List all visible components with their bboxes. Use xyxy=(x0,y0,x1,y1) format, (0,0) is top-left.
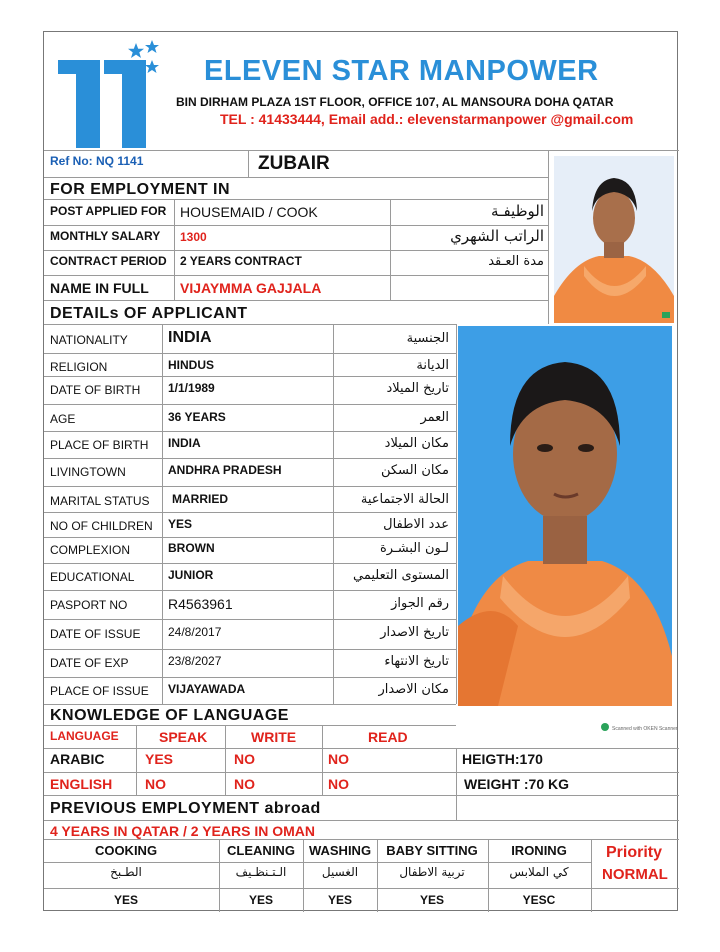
application-sheet xyxy=(43,31,678,911)
detail-arabic: المستوى التعليمي xyxy=(353,568,449,583)
detail-label: NO OF CHILDREN xyxy=(50,519,153,533)
detail-value: 1/1/1989 xyxy=(168,381,215,395)
detail-value: INDIA xyxy=(168,329,212,346)
star-icon xyxy=(145,60,159,73)
detail-arabic: عدد الاطفال xyxy=(383,517,449,532)
skill-name: COOKING xyxy=(94,843,158,858)
skill-name: IRONING xyxy=(511,843,567,858)
post-value: HOUSEMAID / COOK xyxy=(180,204,318,220)
post-arabic: الوظيفـة xyxy=(491,202,544,220)
arabic-write: NO xyxy=(234,751,255,767)
arabic-lang: ARABIC xyxy=(50,751,105,767)
language-heading: KNOWLEDGE OF LANGUAGE xyxy=(50,707,289,724)
detail-label: NATIONALITY xyxy=(50,333,128,347)
full-name-value: VIJAYMMA GAJJALA xyxy=(180,280,322,296)
detail-label: DATE OF ISSUE xyxy=(50,627,141,641)
ref-number: Ref No: NQ 1141 xyxy=(50,154,144,168)
skill-value: YES xyxy=(248,893,273,907)
detail-value: R4563961 xyxy=(168,596,233,612)
detail-label: PASPORT NO xyxy=(50,598,128,612)
detail-arabic: تاريخ الانتهاء xyxy=(384,654,449,669)
eleven-logo-icon xyxy=(50,38,162,148)
post-label: POST APPLIED FOR xyxy=(50,204,167,218)
speak-col-header: SPEAK xyxy=(159,729,208,745)
star-icon xyxy=(145,40,159,53)
details-heading: DETAILs OF APPLICANT xyxy=(50,305,248,322)
detail-arabic: رقم الجواز xyxy=(391,596,449,611)
detail-label: DATE OF EXP xyxy=(50,656,129,670)
company-name: ELEVEN STAR MANPOWER xyxy=(204,55,599,87)
scanner-watermark: Scanned with OKEN Scanner xyxy=(612,726,678,732)
detail-arabic: الجنسية xyxy=(406,331,449,346)
skill-arabic: الـتـنظـيف xyxy=(235,865,287,879)
star-icon xyxy=(128,43,144,58)
english-write: NO xyxy=(234,776,255,792)
skill-name: BABY SITTING xyxy=(386,843,478,858)
read-col-header: READ xyxy=(368,729,408,745)
detail-label: PLACE OF ISSUE xyxy=(50,684,149,698)
contract-value: 2 YEARS CONTRACT xyxy=(180,254,302,268)
skill-arabic: الطـبخ xyxy=(110,865,142,879)
salary-value: 1300 xyxy=(180,230,207,244)
salary-arabic: الراتب الشهري xyxy=(450,227,544,245)
skill-name: WASHING xyxy=(308,843,372,858)
detail-arabic: العمر xyxy=(420,410,449,425)
language-col-header: LANGUAGE xyxy=(50,729,119,743)
detail-value: JUNIOR xyxy=(168,568,214,582)
detail-label: MARITAL STATUS xyxy=(50,494,150,508)
detail-value: INDIA xyxy=(168,436,201,450)
detail-arabic: مكان السكن xyxy=(380,463,449,478)
detail-label: EDUCATIONAL xyxy=(50,570,135,584)
skill-value: YES xyxy=(113,893,138,907)
applicant-photo-large xyxy=(458,326,672,740)
skill-value: YES xyxy=(419,893,444,907)
detail-arabic: تاريخ الاصدار xyxy=(380,625,449,640)
applicant-photo-small xyxy=(554,156,674,323)
skill-name: CLEANING xyxy=(227,843,295,858)
detail-arabic: لـون البشـرة xyxy=(379,541,449,556)
detail-arabic: تاريخ الميلاد xyxy=(386,381,449,396)
skill-arabic: كي الملابس xyxy=(509,865,569,879)
skill-arabic: الغسيل xyxy=(321,865,359,879)
arabic-read: NO xyxy=(328,751,349,767)
detail-label: PLACE OF BIRTH xyxy=(50,438,149,452)
priority-value: NORMAL xyxy=(602,866,668,883)
detail-arabic: الديانة xyxy=(416,358,449,373)
company-logo xyxy=(50,38,162,148)
detail-value: 23/8/2027 xyxy=(168,654,222,668)
company-address: BIN DIRHAM PLAZA 1ST FLOOR, OFFICE 107, AL MANSOURA DOHA QATAR xyxy=(176,95,614,109)
detail-label: DATE OF BIRTH xyxy=(50,383,141,397)
english-read: NO xyxy=(328,776,349,792)
employment-heading: FOR EMPLOYMENT IN xyxy=(50,181,231,198)
full-name-label: NAME IN FULL xyxy=(50,280,149,296)
arabic-speak: YES xyxy=(145,751,174,767)
priority-label: Priority xyxy=(606,844,663,861)
detail-arabic: مكان الاصدار xyxy=(378,682,449,697)
salary-label: MONTHLY SALARY xyxy=(50,229,161,243)
detail-value: 36 YEARS xyxy=(168,410,226,424)
detail-value: ANDHRA PRADESH xyxy=(168,463,282,477)
previous-employment-heading: PREVIOUS EMPLOYMENT abroad xyxy=(50,800,321,817)
detail-value: YES xyxy=(168,517,193,531)
detail-label: LIVINGTOWN xyxy=(50,465,126,479)
weight-value: WEIGHT :70 KG xyxy=(464,776,570,792)
detail-label: COMPLEXION xyxy=(50,543,131,557)
detail-label: RELIGION xyxy=(50,360,108,374)
write-col-header: WRITE xyxy=(251,729,297,745)
agent-name: ZUBAIR xyxy=(258,153,330,174)
detail-value: 24/8/2017 xyxy=(168,625,222,639)
company-contact: TEL : 41433444, Email add.: elevenstarmanpower @gmail.com xyxy=(220,111,634,127)
english-lang: ENGLISH xyxy=(50,776,113,792)
detail-arabic: مكان الميلاد xyxy=(384,436,449,451)
skill-arabic: تربية الاطفال xyxy=(399,865,465,879)
skill-value: YESC xyxy=(522,893,556,907)
detail-label: AGE xyxy=(50,412,76,426)
contract-arabic: مدة العـقد xyxy=(488,254,544,269)
detail-value: BROWN xyxy=(168,541,215,555)
english-speak: NO xyxy=(145,776,166,792)
skill-value: YES xyxy=(327,893,352,907)
detail-arabic: الحالة الاجتماعية xyxy=(360,492,449,507)
height-value: HEIGTH:170 xyxy=(462,751,543,767)
detail-value: VIJAYAWADA xyxy=(168,682,246,696)
contract-label: CONTRACT PERIOD xyxy=(50,254,167,268)
previous-employment-detail: 4 YEARS IN QATAR / 2 YEARS IN OMAN xyxy=(50,823,316,839)
detail-value: MARRIED xyxy=(172,492,228,506)
detail-value: HINDUS xyxy=(168,358,215,372)
